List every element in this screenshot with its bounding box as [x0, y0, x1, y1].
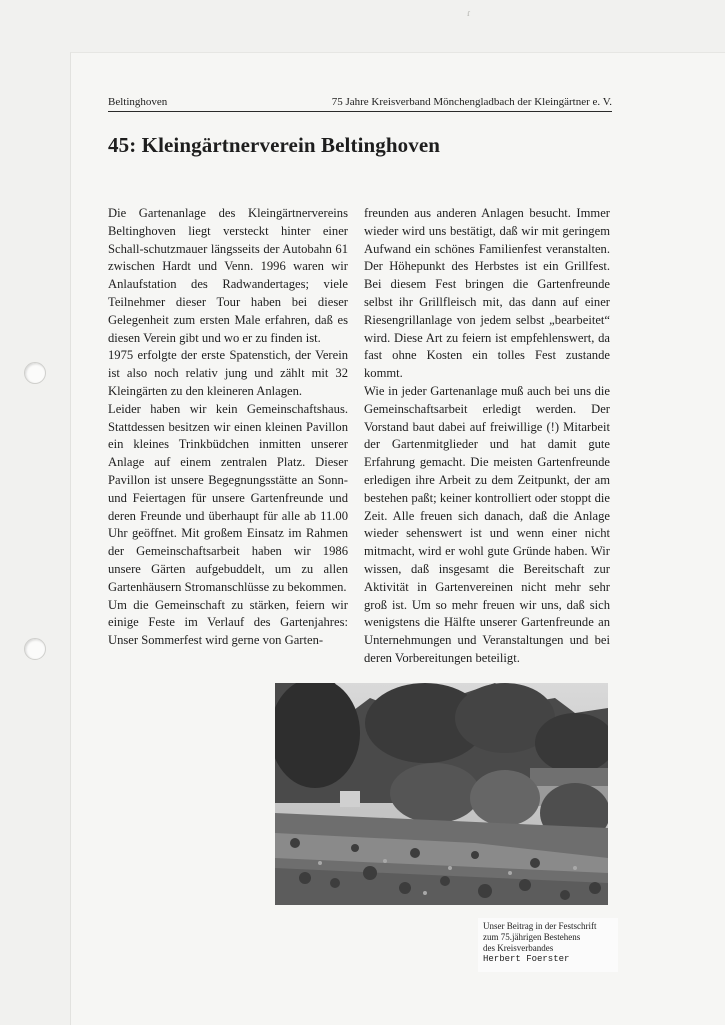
paragraph: Um die Gemeinschaft zu stärken, feiern wir einige Feste im Verlauf des Gartenjahres: Unser Sommerfest wird gerne von Garten-: [108, 597, 348, 648]
garden-photo: [275, 683, 608, 905]
caption-line: zum 75.jährigen Bestehens: [483, 932, 581, 942]
paragraph: 1975 erfolgte der erste Spatenstich, der Verein ist also noch relativ jung und zählt mit 32 Kleingärten zu den kleineren Anlagen.: [108, 348, 348, 398]
running-header: [108, 96, 612, 112]
text-column-right: [364, 205, 610, 668]
paragraph: Die Gartenanlage des Kleingärtnervereins Beltinghoven liegt versteckt hinter einer Schall-schutzmauer längsseits der Autobahn 61 zwischen Hardt und Venn. 1996 waren wir Anlaufstation des Radwandertages; viele Teilnehmer dieser Tour haben bei dieser Gelegenheit zum ersten Male erfahren, daß es diesen Verein gibt und wo er zu finden ist.: [108, 206, 348, 345]
text-column-left: [108, 205, 348, 650]
author-name: Herbert Foerster: [483, 954, 570, 964]
author-note: [478, 918, 618, 972]
paragraph: Leider haben wir kein Gemeinschaftshaus. Stattdessen besitzen wir einen kleinen Pavillon ein kleines Trinkbüdchen inmitten unserer Anlage auf einem zentralen Platz. Dieser Pavillon ist unsere Begegnungsstätte an Sonn- und Feiertagen für unsere Gartenfreunde und deren Freunde und überhaupt für alle ab 11.00 Uhr geöffnet. Mit großem Einsatz im Rahmen der Gemeinschaftsarbeit haben wir 1986 unsere Gärten aufgebuddelt, um zu allen Gartenhäusern Stromanschlüsse zu bekommen.: [108, 401, 348, 594]
paragraph: freunden aus anderen Anlagen besucht. Immer wieder wird uns bestätigt, daß wir mit geringem Aufwand ein schönes Familienfest veranstalten. Der Höhepunkt des Herbstes ist ein Grillfest. Bei diesem Fest bringen die Gartenfreunde selbst ihr Grillfleisch mit, das dann auf einer Riesengrillanlage von jedem selbst „bearbeitet“ wird. Diese Art zu feiern ist empfehlenswert, da fast ohne Kosten ein tolles Fest zustande kommt.: [364, 206, 610, 381]
header-left: Beltinghoven: [108, 96, 168, 108]
scan-speck: ɾ: [467, 8, 471, 19]
garden-photo-icon: [275, 683, 608, 905]
punch-hole-upper: [24, 362, 46, 384]
page-title: 45: Kleingärtnerverein Beltinghoven: [108, 133, 441, 157]
caption-line: Unser Beitrag in der Festschrift: [483, 921, 597, 931]
paragraph: Wie in jeder Gartenanlage muß auch bei uns die Gemeinschaftsarbeit erledigt werden. Der Vorstand baut dabei auf freiwillige (!) Mitarbeit der Gartenmitglieder und hat damit gute Erfahrung gemacht. Die meisten Gartenfreunde erledigen ihre Arbeit zu dem Zeitpunkt, der am bestehen paßt; keiner kontrolliert oder stoppt die Zeit. Alle freuen sich danach, daß die Anlage wieder sehenswert ist und wenn einer nicht mitmacht, wird er wohl gute Gründe haben. Wir wissen, daß insgesamt die Bereitschaft zur Aktivität in Gartenvereinen nicht mehr sehr groß ist. Um so mehr freuen wir uns, daß sich wenigstens die Hälfte unserer Gartenfreunde an Unternehmungen und Veranstaltungen und bei deren Vorbereitungen beteiligt.: [364, 383, 610, 665]
caption-line: des Kreisverbandes: [483, 943, 554, 953]
header-right: 75 Jahre Kreisverband Mönchengladbach der Kleingärtner e. V.: [331, 96, 612, 108]
punch-hole-lower: [24, 638, 46, 660]
